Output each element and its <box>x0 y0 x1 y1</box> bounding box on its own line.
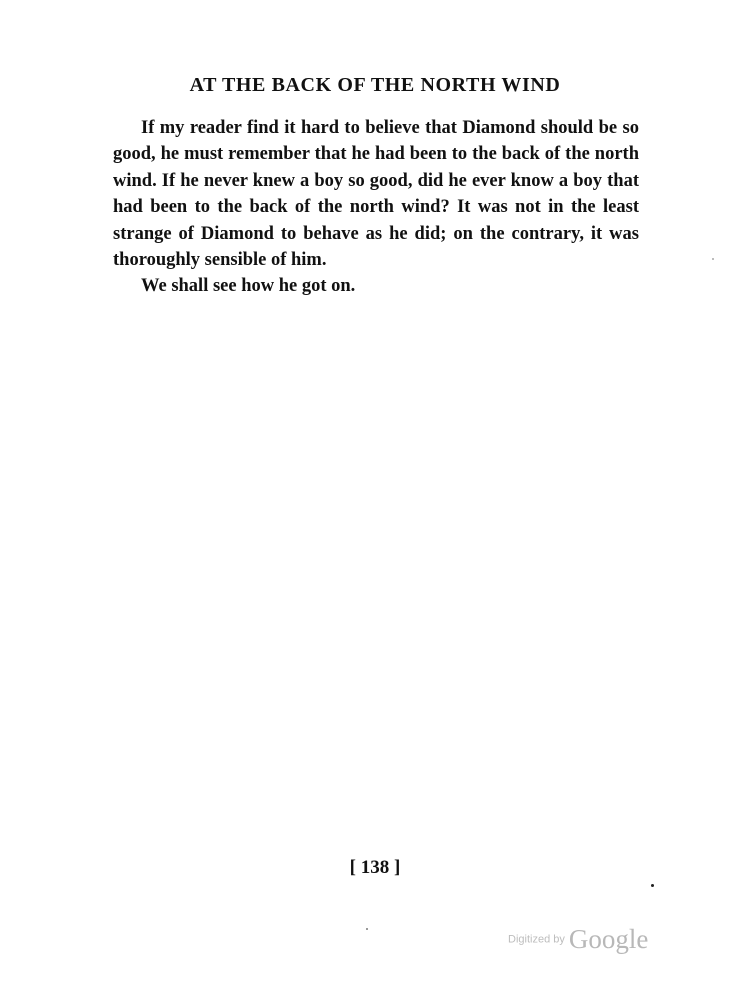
paragraph: If my reader find it hard to believe that Diamond should be so good, he must remember that he had been to the back of the north wind. If he never knew a boy so good, did he ever know a boy that had been to the back of the north wind? It was not in the least strange of Diamond to behave as he did; on the contrary, it was thoroughly sensible of him. <box>113 118 639 271</box>
google-logo: Google <box>568 924 649 954</box>
scan-speck <box>366 928 368 930</box>
scan-speck <box>712 258 714 260</box>
page-number: [ 138 ] <box>349 857 401 878</box>
scan-speck <box>651 884 654 887</box>
watermark-prefix: Digitized by <box>508 933 565 946</box>
paragraph: We shall see how he got on. <box>141 276 356 297</box>
body-text <box>113 115 639 300</box>
running-head: AT THE BACK OF THE NORTH WIND <box>189 74 561 96</box>
digitized-watermark <box>508 924 648 955</box>
